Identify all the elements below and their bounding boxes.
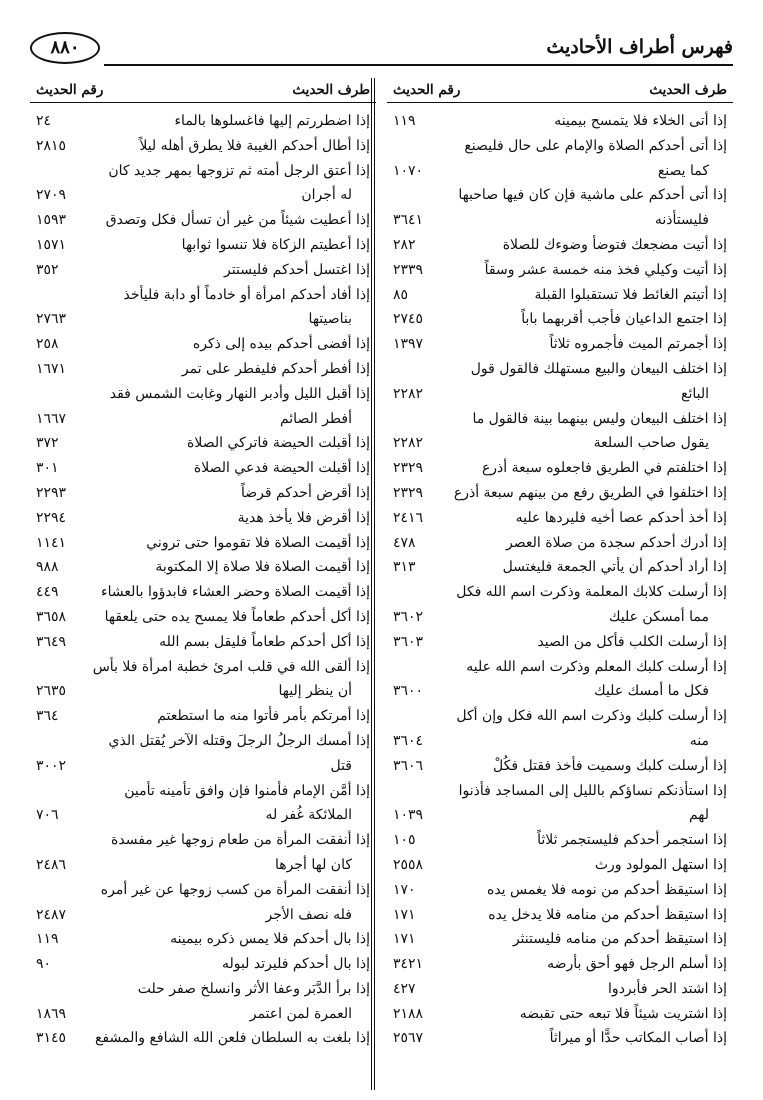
index-entry [387, 704, 733, 729]
index-entry [387, 456, 733, 481]
hadith-number: ٢٢٨٢ [393, 435, 424, 452]
hadith-part: إذا أقبلت الحيضة فدعي الصلاة [193, 460, 370, 477]
hadith-part: إذا بال أحدكم فلا يمس ذكره بيمينه [170, 931, 370, 948]
hadith-number: ١٧١ [393, 906, 416, 923]
hadith-part: إذا برأ الدَّبَر وعفا الأثر وانسلخ صفر حلت [137, 980, 370, 997]
hadith-part: إذا أتيت وكيلي فخذ منه خمسة عشر وسقاً [484, 261, 727, 278]
index-entry [30, 952, 376, 977]
hadith-part: إذا أصاب المكاتب حدًّا أو ميراثاً [549, 1030, 727, 1047]
hadith-part: إذا أكل أحدكم طعاماً فلا يمسح يده حتى يلعقها [104, 608, 370, 625]
hadith-part: الملائكة غُفر له [265, 807, 352, 824]
index-entry [30, 977, 376, 1002]
hadith-part: إذا أرسلت كلبك المعلم وذكرت اسم الله عليه [466, 658, 727, 675]
column-header-hadith-part: طرف الحديث [649, 82, 727, 98]
hadith-part: إذا استأذنكم نساؤكم بالليل إلى المساجد فأذنوا [458, 782, 727, 799]
index-entry [387, 555, 733, 580]
hadith-part: إذا أعتق الرجل أمته ثم تزوجها بمهر جديد كان [108, 162, 370, 179]
hadith-part: إذا أمسك الرجلُ الرجلَ وقتله الآخر يُقتل الذي [108, 732, 370, 749]
hadith-number: ٣٤٢١ [393, 956, 424, 973]
index-entry [30, 159, 376, 184]
header-rule [104, 64, 733, 66]
hadith-number: ٤٢٧ [393, 980, 416, 997]
hadith-part: إذا أرسلت الكلب فأكل من الصيد [537, 633, 727, 650]
hadith-number: ٣٦٠٢ [393, 608, 424, 625]
hadith-number: ١٦٦٧ [36, 410, 67, 427]
index-entry [387, 729, 733, 754]
hadith-number: ١٧١ [393, 931, 416, 948]
index-entry [30, 258, 376, 283]
index-entry [30, 531, 376, 556]
hadith-part: إذا أرسلت كلبك وسميت فأخذ فقتل فكُلْ [493, 757, 727, 774]
hadith-part: إذا أفطر أحدكم فليفطر على تمر [181, 360, 370, 377]
index-entry [30, 431, 376, 456]
index-entry [387, 233, 733, 258]
hadith-number: ٩٠ [36, 956, 52, 973]
hadith-part: إذا أسلم الرجل فهو أحق بأرضه [547, 956, 727, 973]
hadith-number: ٨٥ [393, 286, 409, 303]
index-entry [30, 853, 376, 878]
hadith-number: ١٥٧١ [36, 236, 67, 253]
index-entry [387, 531, 733, 556]
index-entry [387, 1002, 733, 1027]
index-entry [387, 134, 733, 159]
column-header [30, 78, 376, 103]
hadith-number: ٣٦٠٦ [393, 757, 424, 774]
hadith-part: إذا استيقظ أحدكم من منامه فلا يدخل يده [488, 906, 727, 923]
page-header [30, 30, 733, 74]
hadith-part: إذا أمَّن الإمام فأمنوا فإن وافق تأمينه تأمين [124, 782, 370, 799]
index-entry [387, 1026, 733, 1051]
index-entry [30, 183, 376, 208]
index-entry [30, 1026, 376, 1051]
index-entry [387, 903, 733, 928]
hadith-part: أفطر الصائم [279, 410, 352, 427]
index-entry [30, 1002, 376, 1027]
hadith-part: إذا اجتمع الداعيان فأجب أقربهما باباً [521, 311, 727, 328]
hadith-part: إذا أقبل الليل وأدبر النهار وغابت الشمس فقد [109, 385, 370, 402]
hadith-number: ٢٧٠٩ [36, 187, 67, 204]
index-entry [30, 555, 376, 580]
hadith-part: إذا أتى أحدكم الصلاة والإمام على حال فليصنع [464, 137, 727, 154]
hadith-number: ٣٦٠٣ [393, 633, 424, 650]
entry-list [30, 103, 376, 1051]
hadith-part: إذا أدرك أحدكم سجدة من صلاة العصر [506, 534, 727, 551]
hadith-part: إذا أتيتم الغائط فلا تستقبلوا القبلة [534, 286, 727, 303]
hadith-number: ٢٢٩٤ [36, 509, 67, 526]
index-entry [30, 655, 376, 680]
hadith-number: ٢٤٨٧ [36, 906, 67, 923]
index-entry [30, 704, 376, 729]
hadith-number: ١٥٩٣ [36, 212, 67, 229]
hadith-number: ١١٩ [36, 931, 59, 948]
hadith-number: ٣٦٥٨ [36, 608, 67, 625]
hadith-part: إذا اغتسل أحدكم فليستتر [224, 261, 370, 278]
hadith-part: إذا اختلف البيعان والبيع مستهلك فالقول قول [470, 360, 727, 377]
hadith-number: ١٦٧١ [36, 360, 67, 377]
hadith-number: ١٧٠ [393, 881, 416, 898]
hadith-number: ٢٣٢٩ [393, 460, 424, 477]
hadith-number: ١١٩ [393, 113, 416, 129]
hadith-part: إذا أفضى أحدكم بيده إلى ذكره [192, 336, 370, 353]
hadith-part: إذا ألقى الله في قلب امرئ خطبة امرأة فلا بأس [92, 658, 370, 675]
hadith-number: ٢٢٩٣ [36, 484, 67, 501]
hadith-number: ٣٥٢ [36, 261, 59, 278]
index-entry [30, 630, 376, 655]
index-entry [30, 357, 376, 382]
hadith-part: إذا أرسلت كلبك وذكرت اسم الله فكل وإن أكل [456, 708, 727, 725]
hadith-number: ٢٣٢٩ [393, 484, 424, 501]
hadith-number: ٢٦٣٥ [36, 683, 67, 700]
hadith-part: إذا أقيمت الصلاة وحضر العشاء فابدؤوا بالعشاء [100, 584, 370, 601]
index-entry [30, 803, 376, 828]
index-entry [387, 803, 733, 828]
index-entry [387, 382, 733, 407]
index-entry [387, 580, 733, 605]
hadith-part: إذا اختلف البيعان وليس بينهما بينة فالقول ما [472, 410, 727, 427]
index-entry [387, 779, 733, 804]
hadith-part: إذا أقبلت الحيضة فاتركي الصلاة [187, 435, 370, 452]
hadith-number: ٣٠٠٢ [36, 757, 67, 774]
index-entry [387, 927, 733, 952]
hadith-number: ٢٧٤٥ [393, 311, 424, 328]
index-entry [30, 407, 376, 432]
hadith-part: إذا استيقظ أحدكم من منامه فليستنثر [512, 931, 727, 948]
index-column-right [387, 78, 733, 1090]
hadith-part: فكل ما أمسك عليك [594, 683, 709, 700]
hadith-number: ٢٨٢ [393, 236, 416, 253]
index-entry [30, 779, 376, 804]
hadith-number: ٢١٨٨ [393, 1005, 424, 1022]
index-entry [387, 183, 733, 208]
hadith-part: بناصيتها [308, 311, 352, 328]
index-entry [387, 630, 733, 655]
hadith-part: إذا أعطيتم الزكاة فلا تنسوا ثوابها [181, 236, 370, 253]
hadith-number: ٣٦٠٠ [393, 683, 424, 700]
page-number: ٨٨٠ [30, 32, 100, 64]
hadith-number: ١٠٥ [393, 832, 416, 849]
hadith-part: إذا أعطيت شيئاً من غير أن تسأل فكل وتصدق [105, 212, 370, 229]
index-entry [387, 407, 733, 432]
index-entry [387, 828, 733, 853]
index-entry [30, 332, 376, 357]
hadith-part: إذا أمرتكم بأمر فأتوا منه ما استطعتم [157, 708, 370, 725]
hadith-number: ٢٤ [36, 113, 52, 129]
index-columns [30, 78, 733, 1090]
index-entry [387, 655, 733, 680]
hadith-part: أن ينظر إليها [278, 683, 352, 700]
index-entry [30, 679, 376, 704]
hadith-part: يقول صاحب السلعة [593, 435, 709, 452]
hadith-part: إذا أقيمت الصلاة فلا صلاة إلا المكتوبة [155, 559, 370, 576]
hadith-number: ٣١٤٥ [36, 1030, 67, 1047]
index-column-left [30, 78, 376, 1090]
hadith-part: البائع [681, 385, 709, 402]
index-entry [387, 332, 733, 357]
index-entry [30, 283, 376, 308]
hadith-number: ٩٨٨ [36, 559, 59, 576]
index-entry [387, 431, 733, 456]
hadith-part: إذا أجمرتم الميت فأجمروه ثلاثاً [549, 336, 727, 353]
hadith-part: إذا استهل المولود ورث [594, 856, 727, 873]
hadith-number: ١٣٩٧ [393, 336, 424, 353]
index-entry [387, 283, 733, 308]
hadith-part: له أجران [301, 187, 352, 204]
index-entry [387, 853, 733, 878]
index-entry [387, 506, 733, 531]
hadith-number: ٢٤١٦ [393, 509, 424, 526]
hadith-number: ٣٦٤٩ [36, 633, 67, 650]
index-entry [387, 878, 733, 903]
hadith-part: إذا استيقظ أحدكم من نومه فلا يغمس يده [487, 881, 727, 898]
index-entry [30, 307, 376, 332]
hadith-part: إذا أنفقت المرأة من كسب زوجها عن غير أمره [100, 881, 370, 898]
index-entry [30, 109, 376, 134]
hadith-number: ٢٥٥٨ [393, 856, 424, 873]
hadith-number: ٣٦٤١ [393, 212, 424, 229]
column-header-hadith-number: رقم الحديث [393, 82, 461, 98]
index-entry [387, 754, 733, 779]
hadith-part: إذا اختلفتم في الطريق فاجعلوه سبعة أذرع [481, 460, 727, 477]
hadith-number: ٢٤٨٦ [36, 856, 67, 873]
hadith-number: ٣١٣ [393, 559, 416, 576]
hadith-part: لهم [688, 807, 709, 824]
hadith-part: كما يصنع [657, 162, 709, 179]
index-entry [387, 977, 733, 1002]
hadith-number: ٢٣٣٩ [393, 261, 424, 278]
hadith-part: إذا أنفقت المرأة من طعام زوجها غير مفسدة [111, 832, 370, 849]
hadith-number: ٧٠٦ [36, 807, 59, 824]
index-entry [387, 952, 733, 977]
hadith-part: إذا اشتد الحر فأبردوا [608, 980, 727, 997]
hadith-number: ٣٠١ [36, 460, 59, 477]
hadith-number: ١٨٦٩ [36, 1005, 67, 1022]
index-entry [387, 258, 733, 283]
hadith-number: ٢٥٦٧ [393, 1030, 424, 1047]
index-entry [387, 481, 733, 506]
hadith-part: مما أمسكن عليك [608, 608, 709, 625]
index-entry [30, 828, 376, 853]
hadith-part: فليستأذنه [654, 212, 709, 229]
index-entry [30, 456, 376, 481]
hadith-number: ٢٢٨٢ [393, 385, 424, 402]
hadith-number: ٢٨١٥ [36, 137, 67, 154]
hadith-part: فله نصف الأجر [265, 906, 352, 923]
hadith-part: إذا أرسلت كلابك المعلمة وذكرت اسم الله فكل [456, 584, 727, 601]
column-header-hadith-part: طرف الحديث [292, 82, 370, 98]
index-entry [30, 754, 376, 779]
index-entry [30, 927, 376, 952]
index-entry [30, 382, 376, 407]
index-entry [30, 605, 376, 630]
hadith-number: ٢٧٦٣ [36, 311, 67, 328]
hadith-part: إذا اختلفوا في الطريق رفع من بينهم سبعة أذرع [453, 484, 727, 501]
index-entry [30, 481, 376, 506]
hadith-part: إذا أكل أحدكم طعاماً فليقل بسم الله [159, 633, 370, 650]
hadith-part: قتل [330, 757, 352, 774]
index-entry [30, 208, 376, 233]
hadith-part: العمرة لمن اعتمر [249, 1005, 352, 1022]
column-header [387, 78, 733, 103]
hadith-number: ٣٦٠٤ [393, 732, 424, 749]
hadith-number: ١٠٣٩ [393, 807, 424, 824]
hadith-number: ٤٧٨ [393, 534, 416, 551]
index-entry [387, 159, 733, 184]
index-entry [30, 506, 376, 531]
hadith-part: إذا أتى أحدكم على ماشية فإن كان فيها صاحبها [458, 187, 727, 204]
hadith-part: إذا بلغت به السلطان فلعن الله الشافع والمشفع [94, 1030, 370, 1047]
hadith-part: كان لها أجرها [274, 856, 352, 873]
column-header-hadith-number: رقم الحديث [36, 82, 104, 98]
hadith-part: إذا أطال أحدكم الغيبة فلا يطرق أهله ليلاً [139, 137, 370, 154]
index-entry [387, 109, 733, 134]
hadith-part: إذا أقرض أحدكم قرضاً [240, 484, 370, 501]
index-entry [30, 580, 376, 605]
index-entry [30, 729, 376, 754]
hadith-part: إذا أتى الخلاء فلا يتمسح بيمينه [554, 113, 727, 129]
hadith-part: إذا أتيت مضجعك فتوضأ وضوءك للصلاة [502, 236, 727, 253]
hadith-number: ١٠٧٠ [393, 162, 424, 179]
hadith-part: إذا أخذ أحدكم عصا أخيه فليردها عليه [515, 509, 727, 526]
index-entry [387, 605, 733, 630]
index-entry [30, 878, 376, 903]
hadith-number: ١١٤١ [36, 534, 67, 551]
index-entry [30, 903, 376, 928]
hadith-part: إذا بال أحدكم فليرتد لبوله [221, 956, 370, 973]
hadith-part: إذا استجمر أحدكم فليستجمر ثلاثاً [537, 832, 727, 849]
entry-list [387, 103, 733, 1051]
hadith-part: إذا أقيمت الصلاة فلا تقوموا حتى تروني [146, 534, 370, 551]
index-entry [387, 357, 733, 382]
index-entry [30, 134, 376, 159]
index-entry [30, 233, 376, 258]
hadith-part: منه [689, 732, 709, 749]
index-entry [387, 208, 733, 233]
index-entry [387, 307, 733, 332]
hadith-part: إذا أفاد أحدكم امرأة أو خادماً أو دابة فليأخذ [123, 286, 370, 303]
hadith-number: ٤٤٩ [36, 584, 59, 601]
hadith-number: ٣٧٢ [36, 435, 59, 452]
hadith-number: ٢٥٨ [36, 336, 59, 353]
index-entry [387, 679, 733, 704]
hadith-number: ٣٦٤ [36, 708, 59, 725]
hadith-part: إذا أقرض فلا يأخذ هدية [237, 509, 370, 526]
hadith-part: إذا أراد أحدكم أن يأتي الجمعة فليغتسل [502, 559, 727, 576]
hadith-part: إذا اضطررتم إليها فاغسلوها بالماء [174, 113, 370, 129]
hadith-part: إذا اشتريت شيئاً فلا تبعه حتى تقبضه [519, 1005, 727, 1022]
running-title: فهرس أطراف الأحاديث [546, 36, 733, 58]
